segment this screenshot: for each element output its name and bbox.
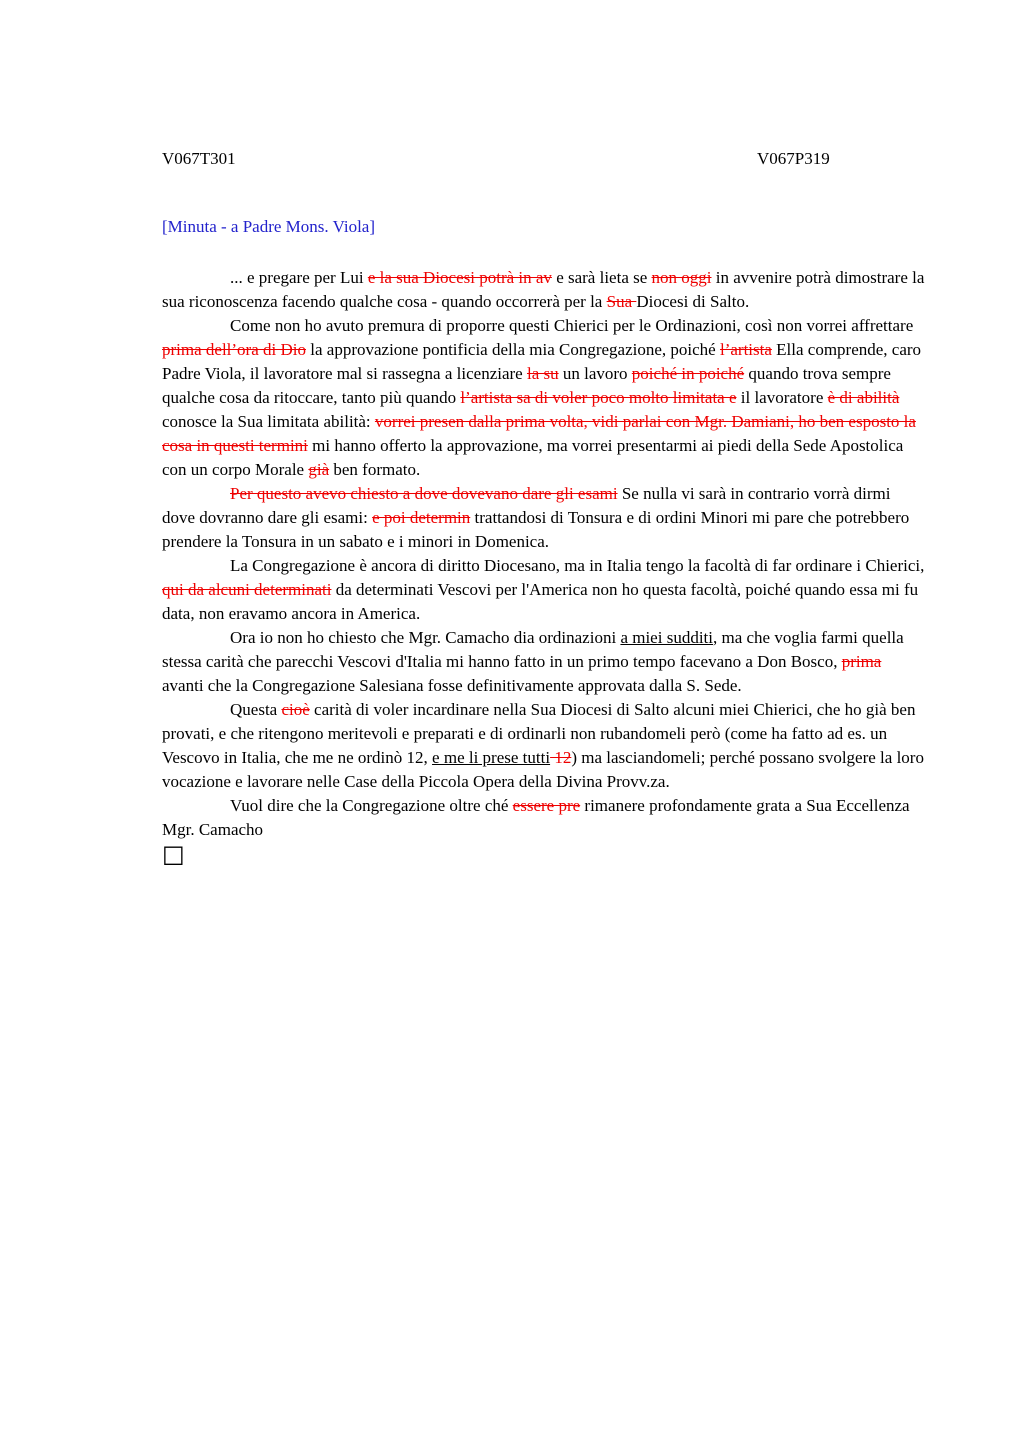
text-run: mi hanno offerto la approvazione, ma vorrei presentarmi ai piedi della Sede Apostolica con un corpo Morale — [162, 436, 904, 479]
text-run: La Congregazione è ancora di diritto Diocesano, ma in Italia tengo la facoltà di far ordinare i Chierici, — [230, 556, 925, 575]
text-run: , ma che voglia farmi quella stessa carità che parecchi Vescovi d'Italia mi hanno fatto in un primo tempo facevano a Don Bosco, — [162, 628, 904, 671]
text-run: rimanere profondamente grata a Sua Eccellenza Mgr. Camacho — [162, 796, 910, 839]
paragraph — [162, 482, 925, 554]
text-run: da determinati Vescovi per l'America non ho questa facoltà, poiché quando essa mi fu data, non eravamo ancora in America. — [162, 580, 919, 623]
deleted-text: 12 — [550, 748, 572, 767]
document-header — [162, 149, 925, 169]
archive-code-left: V067T301 — [162, 149, 236, 168]
text-run: il lavoratore — [736, 388, 828, 407]
deleted-text: Sua — [606, 292, 637, 311]
deleted-text: Per questo avevo chiesto a dove dovevano dare gli esami — [230, 484, 618, 503]
text-run: in avvenire potrà dimostrare la sua riconoscenza facendo qualche cosa - quando occorrerà per la — [162, 268, 925, 311]
paragraph — [162, 554, 925, 626]
text-run: Diocesi di Salto. — [636, 292, 750, 311]
deleted-text: vorrei presen dalla prima volta, vidi parlai con Mgr. Damiani, ho ben esposto la cosa in questi termini — [162, 412, 916, 455]
deleted-text: la su — [526, 364, 559, 383]
text-run: avanti che la Congregazione Salesiana fosse definitivamente approvata dalla S. Sede. — [162, 676, 742, 695]
archive-code-right: V067P319 — [757, 149, 830, 168]
text-run: Vuol dire che la Congregazione oltre ché — [230, 796, 513, 815]
deleted-text: e la sua Diocesi potrà in av — [367, 268, 552, 287]
text-run: carità di voler incardinare nella Sua Diocesi di Salto alcuni miei Chierici, che ho già ben provati, e che ritengono meritevoli e preparati e di ordinarli non rubandomeli però (come ha fatto ad es. un Vescovo in Italia, che me ne ordinò 12, — [162, 700, 916, 767]
text-run: quando trova sempre qualche cosa da ritoccare, tanto più quando — [162, 364, 891, 407]
text-run: Ora io non ho chiesto che Mgr. Camacho dia ordinazioni — [230, 628, 621, 647]
text-run: la approvazione pontificia della mia Congregazione, poiché — [306, 340, 720, 359]
underlined-text: e me li prese tutti — [432, 748, 551, 767]
end-of-text-square: □ — [162, 840, 185, 868]
paragraph — [162, 698, 925, 794]
deleted-text: poiché in poiché — [631, 364, 745, 383]
text-run: Come non ho avuto premura di proporre questi Chierici per le Ordinazioni, così non vorrei affrettare — [230, 316, 914, 335]
deleted-text: qui da alcuni determinati — [162, 580, 332, 599]
text-run: Se nulla vi sarà in contrario vorrà dirmi dove dovranno dare gli esami: — [162, 484, 891, 527]
deleted-text: è di abilità — [827, 388, 900, 407]
text-run: ) ma lasciandomeli; perché possano svolgere la loro vocazione e lavorare nelle Case della Piccola Opera della Divina Provv.za. — [162, 748, 924, 791]
deleted-text: prima — [841, 652, 882, 671]
deleted-text: e poi determin — [372, 508, 471, 527]
deleted-text: prima dell’ora di Dio — [162, 340, 306, 359]
paragraph — [162, 266, 925, 314]
deleted-text: l’artista sa di voler poco molto limitata e — [460, 388, 737, 407]
deleted-text: cioè — [281, 700, 310, 719]
document-sheet — [162, 149, 925, 866]
text-run: trattandosi di Tonsura e di ordini Minori mi pare che potrebbero prendere la Tonsura in un sabato e i minori in Domenica. — [162, 508, 910, 551]
paragraph — [162, 626, 925, 698]
text-run: Ella comprende, caro Padre Viola, il lavoratore mal si rassegna a licenziare — [162, 340, 922, 383]
document-title: [Minuta - a Padre Mons. Viola] — [162, 217, 376, 236]
deleted-text: già — [308, 460, 330, 479]
text-run: ... e pregare per Lui — [230, 268, 368, 287]
paragraph — [162, 314, 925, 482]
text-run: Questa — [230, 700, 282, 719]
text-run: conosce la Sua limitata abilità: — [162, 412, 375, 431]
text-run: ben formato. — [329, 460, 421, 479]
deleted-text: non oggi — [651, 268, 712, 287]
text-run: un lavoro — [558, 364, 632, 383]
paragraph — [162, 794, 925, 842]
underlined-text: a miei sudditi — [620, 628, 713, 647]
deleted-text: essere pre — [512, 796, 581, 815]
deleted-text: l’artista — [719, 340, 772, 359]
text-run: e sarà lieta se — [551, 268, 652, 287]
document-body — [162, 266, 925, 842]
